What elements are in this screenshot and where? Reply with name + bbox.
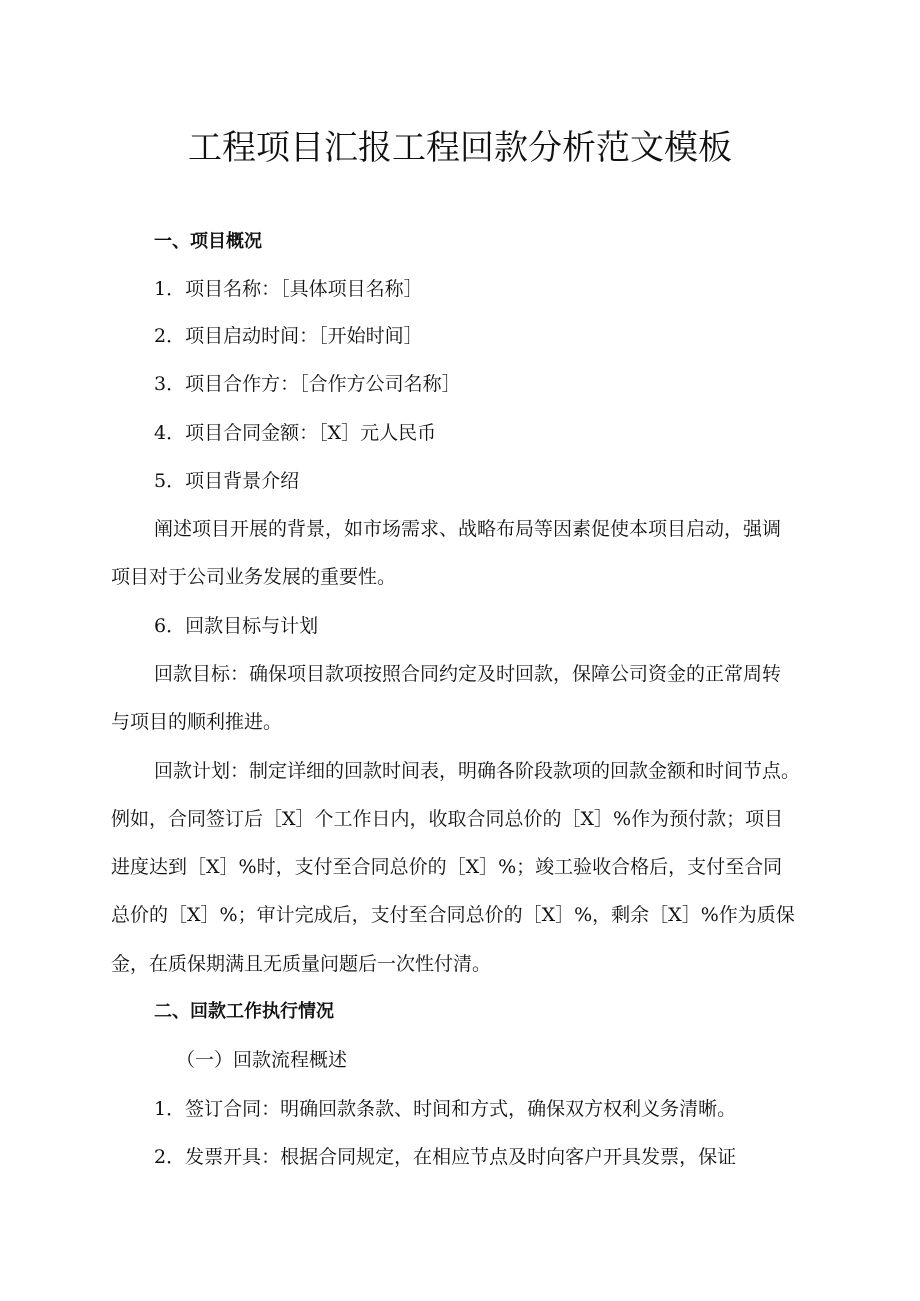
list-item: 6．回款目标与计划 — [154, 615, 319, 637]
paragraph-line: 与项目的顺利推进。 — [111, 711, 283, 733]
paragraph-line: 金，在质保期满且无质量问题后一次性付清。 — [111, 953, 492, 975]
paragraph-line: 例如，合同签订后［X］个工作日内，收取合同总价的［X］%作为预付款；项目 — [111, 808, 784, 830]
document-title: 工程项目汇报工程回款分析范文模板 — [188, 128, 732, 168]
list-item: 4．项目合同金额：［X］元人民币 — [154, 422, 437, 444]
list-item: 1．签订合同：明确回款条款、时间和方式，确保双方权利义务清晰。 — [154, 1098, 737, 1120]
section-heading-overview: 一、项目概况 — [154, 231, 262, 252]
list-item: 2．发票开具：根据合同规定，在相应节点及时向客户开具发票，保证 — [154, 1146, 737, 1168]
paragraph-line: 阐述项目开展的背景，如市场需求、战略布局等因素促使本项目启动，强调 — [154, 518, 782, 540]
list-item: 2．项目启动时间：［开始时间］ — [154, 325, 423, 347]
paragraph-line: 总价的［X］%；审计完成后，支付至合同总价的［X］%，剩余［X］%作为质保 — [111, 904, 795, 926]
paragraph-line: 项目对于公司业务发展的重要性。 — [111, 566, 397, 588]
list-item: 5．项目背景介绍 — [154, 470, 300, 492]
list-item: 1．项目名称：［具体项目名称］ — [154, 278, 423, 300]
section-heading-execution: 二、回款工作执行情况 — [154, 1001, 334, 1022]
paragraph-line: 进度达到［X］%时，支付至合同总价的［X］%；竣工验收合格后，支付至合同 — [111, 856, 783, 878]
sub-heading: （一）回款流程概述 — [176, 1049, 348, 1071]
paragraph-line: 回款计划：制定详细的回款时间表，明确各阶段款项的回款金额和时间节点。 — [154, 760, 801, 782]
paragraph-line: 回款目标：确保项目款项按照合同约定及时回款，保障公司资金的正常周转 — [154, 663, 782, 685]
list-item: 3．项目合作方：［合作方公司名称］ — [154, 373, 461, 395]
